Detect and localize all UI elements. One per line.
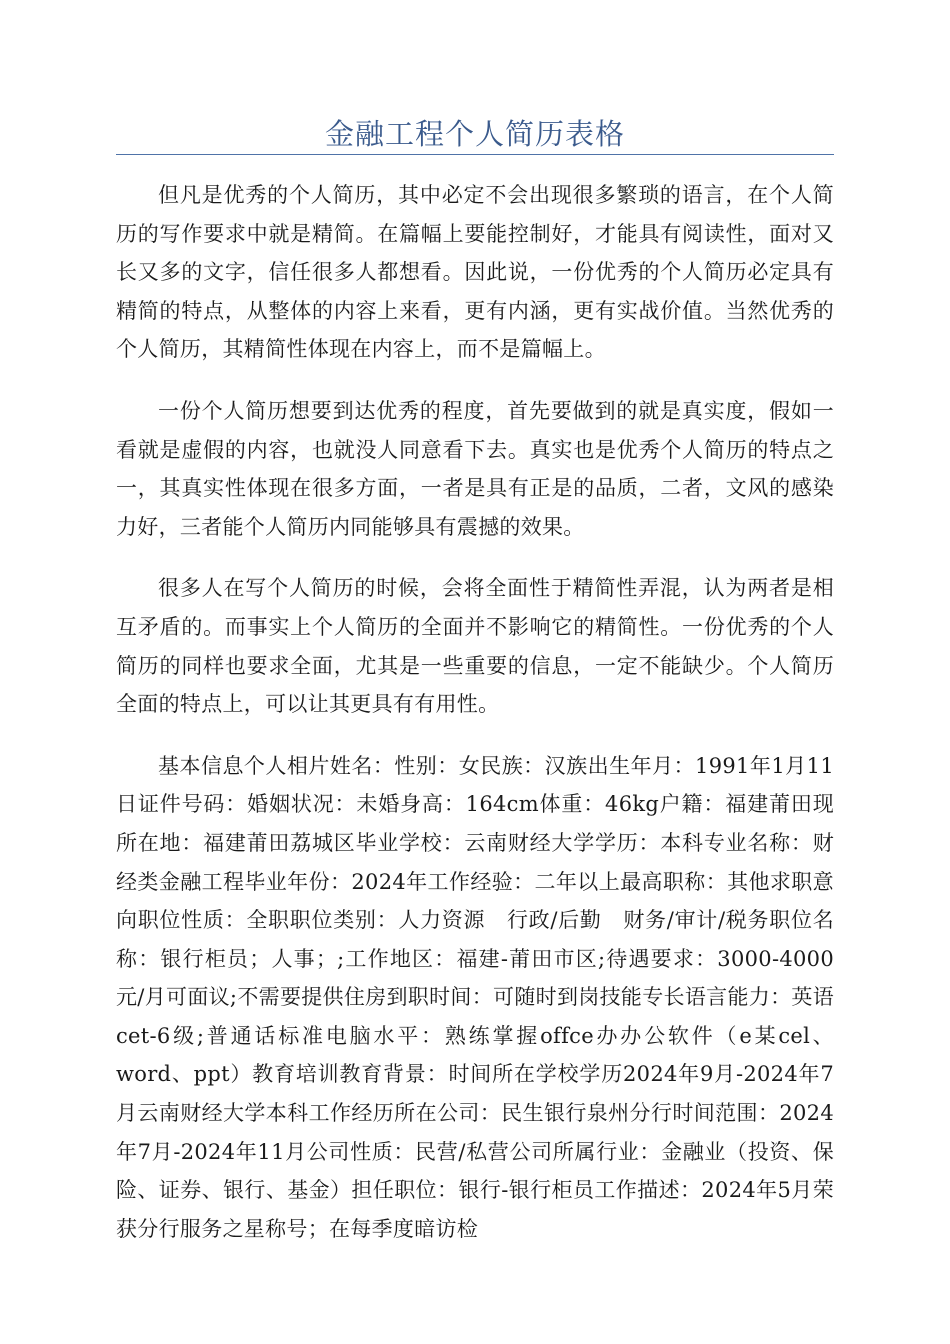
document-body — [116, 176, 834, 1271]
paragraph-2: 一份个人简历想要到达优秀的程度，首先要做到的就是真实度，假如一看就是虚假的内容，也就没人同意看下去。真实也是优秀个人简历的特点之一，其真实性体现在很多方面，一者是具有正是的品质，二者，文风的感染力好，三者能个人简历内同能够具有震撼的效果。 — [116, 398, 834, 539]
paragraph-3: 很多人在写个人简历的时候，会将全面性于精简性弄混，认为两者是相互矛盾的。而事实上个人简历的全面并不影响它的精简性。一份优秀的个人简历的同样也要求全面，尤其是一些重要的信息，一定不能缺少。个人简历全面的特点上，可以让其更具有有用性。 — [116, 576, 834, 717]
document-title: 金融工程个人简历表格 — [324, 117, 625, 151]
paragraph-4: 基本信息个人相片姓名：性别：女民族：汉族出生年月：1991年1月11日证件号码：婚姻状况：未婚身高：164cm体重：46kg户籍：福建莆田现所在地：福建莆田荔城区毕业学校：云南财经大学学历：本科专业名称：财经类金融工程毕业年份：2024年工作经验：二年以上最高职称：其他求职意向职位性质：全职职位类别：人力资源 行政/后勤 财务/审计/税务职位名称：银行柜员；人事；;工作地区：福建-莆田市区;待遇要求：3000-4000元/月可面议;不需要提供住房到职时间：可随时到岗技能专长语言能力：英语cet-6级;普通话标准电脑水平：熟练掌握offce办办公软件（e某cel、word、ppt）教育培训教育背景：时间所在学校学历2024年9月-2024年7月云南财经大学本科工作经历所在公司：民生银行泉州分行时间范围：2024年7月-2024年11月公司性质：民营/私营公司所属行业：金融业（投资、保险、证券、银行、基金）担任职位：银行-银行柜员工作描述：2024年5月荣获分行服务之星称号；在每季度暗访检 — [116, 753, 834, 1241]
paragraph-1: 但凡是优秀的个人简历，其中必定不会出现很多繁琐的语言，在个人简历的写作要求中就是精简。在篇幅上要能控制好，才能具有阅读性，面对又长又多的文字，信任很多人都想看。因此说，一份优秀的个人简历必定具有精简的特点，从整体的内容上来看，更有内涵，更有实战价值。当然优秀的个人简历，其精简性体现在内容上，而不是篇幅上。 — [116, 183, 834, 362]
title-underline — [116, 154, 834, 155]
